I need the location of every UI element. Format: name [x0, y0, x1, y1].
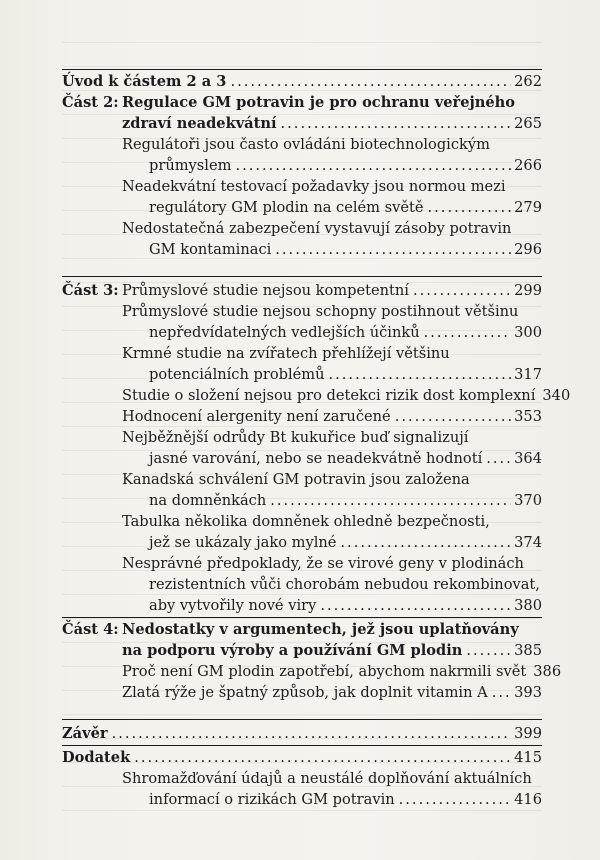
toc-entry-title: regulátory GM plodin na celém světě — [149, 199, 424, 216]
toc-entry — [62, 595, 542, 616]
section-gap — [62, 703, 542, 723]
toc-entry — [62, 134, 542, 155]
section-divider — [62, 719, 542, 720]
leader-dots — [492, 682, 511, 703]
page-number: 370 — [514, 492, 542, 509]
part-label: Část 2: — [62, 94, 119, 111]
toc-entry — [62, 427, 542, 448]
toc-entry-title: potenciálních problémů — [149, 366, 325, 383]
toc-entry — [62, 364, 542, 385]
toc-entry-title: nepředvídatelných vedlejších účinků — [149, 324, 420, 341]
toc-entry — [62, 532, 542, 553]
section-divider — [62, 617, 542, 618]
page-number: 299 — [514, 282, 542, 299]
toc-entry — [62, 343, 542, 364]
toc-entry-title: Dodatek — [62, 749, 131, 766]
leader-dots — [486, 448, 511, 469]
toc-entry-title: Neadekvátní testovací požadavky jsou normou mezi — [122, 178, 506, 195]
toc-entry — [62, 511, 542, 532]
part-label: Část 4: — [62, 621, 119, 638]
toc-entry-title: Průmyslové studie nejsou schopny postihnout většinu — [122, 303, 519, 320]
toc-entry-title: aby vytvořily nové viry — [149, 597, 317, 614]
leader-dots — [281, 113, 512, 134]
section-divider — [62, 745, 542, 746]
toc-entry-title: Nedostatečná zabezpečení vystavují zásoby potravin — [122, 220, 512, 237]
leader-dots — [270, 490, 511, 511]
toc-entry — [62, 747, 542, 768]
page-number: 393 — [514, 684, 542, 701]
toc-entry-title: Tabulka několika domněnek ohledně bezpečnosti, — [122, 513, 490, 530]
leader-dots — [428, 197, 512, 218]
toc-entry — [62, 406, 542, 427]
toc-entry-title: Regulátoři jsou často ovládáni biotechnologickým — [122, 136, 490, 153]
toc-entry-title: rezistentních vůči chorobám nebudou rekombinovat, — [149, 576, 540, 593]
toc-entry — [62, 448, 542, 469]
toc-entry — [62, 385, 571, 406]
page-number: 415 — [514, 749, 542, 766]
toc-entry — [62, 322, 542, 343]
toc-entry-title: Shromažďování údajů a neustálé doplňování aktuálních — [122, 770, 532, 787]
toc-entry — [62, 682, 542, 703]
toc-entry — [62, 768, 542, 789]
section-divider — [62, 276, 542, 277]
page-number: 374 — [514, 534, 542, 551]
leader-dots — [230, 71, 511, 92]
page-number: 340 — [542, 387, 571, 404]
toc-entry — [62, 92, 542, 113]
toc-entry — [62, 113, 542, 134]
toc-entry — [62, 553, 542, 574]
page-number: 386 — [533, 663, 562, 680]
toc-entry — [62, 640, 542, 661]
table-of-contents — [62, 71, 571, 810]
toc-entry — [62, 239, 542, 260]
page-number: 265 — [514, 115, 542, 132]
leader-dots — [424, 322, 512, 343]
toc-entry-title: Hodnocení alergenity není zaručené — [122, 408, 391, 425]
toc-entry-title: jež se ukázaly jako mylné — [149, 534, 337, 551]
page-number: 364 — [514, 450, 542, 467]
leader-dots — [275, 239, 511, 260]
toc-entry-title: Proč není GM plodin zapotřebí, abychom nakrmili svět — [122, 663, 527, 680]
toc-entry-title: Závěr — [62, 725, 108, 742]
page-number: 399 — [514, 725, 542, 742]
toc-entry — [62, 155, 542, 176]
toc-entry-title: Nejběžnější odrůdy Bt kukuřice buď signalizují — [122, 429, 469, 446]
leader-dots — [112, 723, 512, 744]
toc-entry-title: na domněnkách — [149, 492, 267, 509]
toc-entry — [62, 789, 542, 810]
toc-entry-title: Průmyslové studie nejsou kompetentní — [122, 282, 409, 299]
toc-entry — [62, 176, 542, 197]
page-number: 385 — [514, 642, 542, 659]
page-number: 416 — [514, 791, 542, 808]
toc-entry-title: Kanadská schválení GM potravin jsou založena — [122, 471, 470, 488]
toc-entry — [62, 469, 542, 490]
toc-entry — [62, 574, 542, 595]
toc-entry-title: GM kontaminaci — [149, 241, 272, 258]
toc-entry-title: zdraví neadekvátní — [122, 115, 277, 132]
leader-dots — [395, 406, 511, 427]
toc-entry-title: na podporu výroby a používání GM plodin — [122, 642, 463, 659]
section-gap — [62, 260, 542, 280]
page-number: 317 — [514, 366, 542, 383]
leader-dots — [329, 364, 512, 385]
toc-entry-title: průmyslem — [149, 157, 232, 174]
toc-entry-title: Úvod k částem 2 a 3 — [62, 73, 227, 90]
toc-entry — [62, 280, 542, 301]
leader-dots — [466, 640, 511, 661]
part-label: Část 3: — [62, 282, 119, 299]
page-number: 279 — [514, 199, 542, 216]
toc-entry-title: Studie o složení nejsou pro detekci rizik dost komplexní — [122, 387, 536, 404]
toc-entry — [62, 490, 542, 511]
page-number: 353 — [514, 408, 542, 425]
toc-entry-title: Nesprávné předpoklady, že se virové geny v plodinách — [122, 555, 524, 572]
toc-entry — [62, 661, 562, 682]
page-number: 262 — [514, 73, 542, 90]
toc-entry-title: Regulace GM potravin je pro ochranu veřejného — [122, 94, 516, 111]
leader-dots — [320, 595, 511, 616]
toc-entry — [62, 218, 542, 239]
toc-entry — [62, 301, 542, 322]
toc-entry — [62, 619, 542, 640]
toc-entry — [62, 197, 542, 218]
page-number: 300 — [514, 324, 542, 341]
leader-dots — [413, 280, 511, 301]
leader-dots — [134, 747, 511, 768]
page-number: 380 — [514, 597, 542, 614]
toc-entry-title: Krmné studie na zvířatech přehlížejí většinu — [122, 345, 450, 362]
page-number: 296 — [514, 241, 542, 258]
toc-entry-title: Nedostatky v argumentech, jež jsou uplatňovány — [122, 621, 519, 638]
toc-entry-title: Zlatá rýže je špatný způsob, jak doplnit vitamin A — [122, 684, 488, 701]
toc-entry-title: informací o rizikách GM potravin — [149, 791, 395, 808]
leader-dots — [399, 789, 511, 810]
toc-entry — [62, 71, 542, 92]
toc-top-rule — [62, 69, 542, 70]
toc-entry-title: jasné varování, nebo se neadekvátně hodnotí — [149, 450, 483, 467]
leader-dots — [340, 532, 511, 553]
page-number: 266 — [514, 157, 542, 174]
leader-dots — [235, 155, 511, 176]
toc-entry — [62, 723, 542, 744]
